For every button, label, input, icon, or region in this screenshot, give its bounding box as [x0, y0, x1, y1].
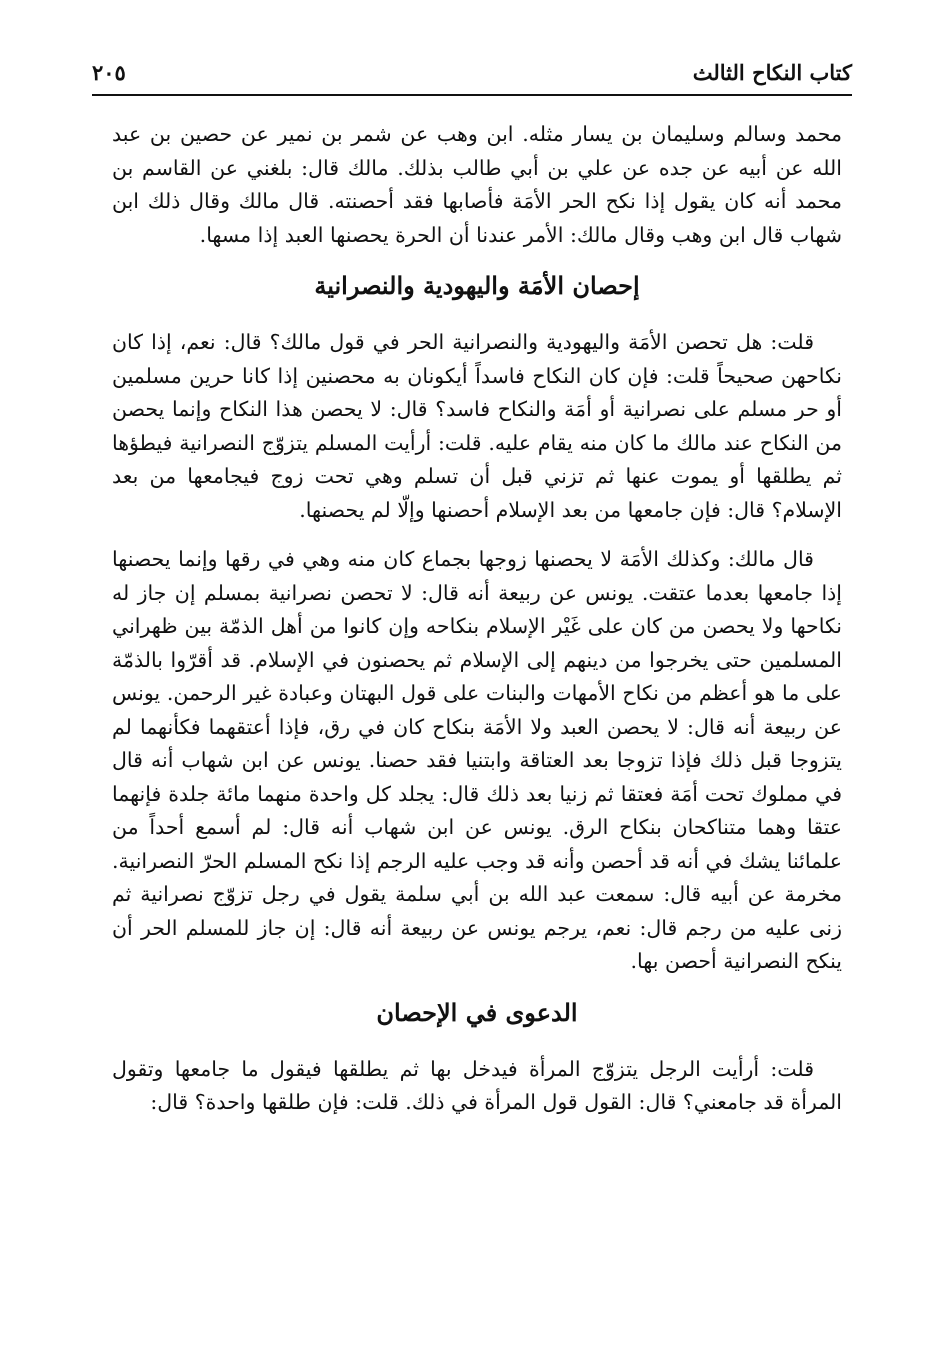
body-text — [112, 118, 842, 1136]
section-heading-dawa-fil-ihsan: الدعوى في الإحصان — [376, 997, 578, 1027]
page-number: ٢٠٥ — [92, 60, 126, 85]
paragraph-4: قلت: أرأيت الرجل يتزوّج المرأة فيدخل بها ثم يطلقها فيقول ما جامعها وتقول المرأة قد جامعني؟ قال: القول قول المرأة في ذلك. قلت: فإن طلقها واحدة؟ قال: — [112, 1056, 842, 1114]
section-heading-ihsan-al-ama: إحصان الأمَة واليهودية والنصرانية — [314, 271, 640, 300]
paragraph-2: قلت: هل تحصن الأمَة واليهودية والنصرانية الحر في قول مالك؟ قال: نعم، إذا كان نكاحهن صحيحاً قلت: فإن كان النكاح فاسداً أيكونان به محصنين إذا كانا حرين مسلمين أو حر مسلم على نصرانية أو أمَة والنكاح فاسد؟ قال: لا يحصن هذا النكاح وإنما يحصن من النكاح عند مالك ما كان منه يقام عليه. قلت: أرأيت المسلم يتزوّج النصرانية فيطؤها ثم يطلقها أو يموت عنها ثم تزني قبل أن تسلم وهي تحت زوج فيجامعها من بعد الإسلام؟ قال: فإن جامعها من بعد الإسلام أحصنها وإلّا لم يحصنها. — [112, 330, 842, 522]
running-header — [92, 58, 852, 96]
paragraph-3: قال مالك: وكذلك الأمَة لا يحصنها زوجها بجماع كان منه وهي في رقها وإنما يحصنها إذا جامعها بعدما عتقت. يونس عن ربيعة أنه قال: لا تحصن نصرانية بمسلم إن جاز له نكاحها ولا يحصن من كان على غَيْر الإسلام بنكاحه وإن كانوا من أهل الذمّة بين ظهراني المسلمين حتى يخرجوا من دينهم إلى الإسلام ثم يحصنون في الإسلام. قد أقرّوا بالذمّة على ما هو أعظم من نكاح الأمهات والبنات على قول البهتان وعبادة غير الرحمن. يونس عن ربيعة أنه قال: لا يحصن العبد ولا الأمَة بنكاح كان في رق، فإذا أعتقهما فكأنهما لم يتزوجا قبل ذلك فإذا تزوجا بعد العتاقة وابتنيا فقد حصنا. يونس عن ابن شهاب أنه قال في مملوك تحت أمَة فعتقا ثم زنيا بعد ذلك قال: يجلد كل واحدة منهما مائة جلدة فإنهما عتقا وهما متناكحان بنكاح الرق. يونس عن ابن شهاب أنه قال: لم أسمع أحداً من علمائنا يشك في أنه قد أحصن وأنه قد وجب عليه الرجم إذا نكح المسلم الحرّ النصرانية. مخرمة عن أبيه قال: سمعت عبد الله بن أبي سلمة يقول في رجل تزوّج نصرانية ثم زنى عليه من رجم قال: نعم، يرجم يونس عن ربيعة أنه قال: إن جاز للمسلم الحر أن ينكح النصرانية أحصن بها. — [112, 547, 842, 973]
running-title: كتاب النكاح الثالث — [692, 60, 852, 85]
paragraph-1: محمد وسالم وسليمان بن يسار مثله. ابن وهب عن شمر بن نمير عن حصين بن عبد الله عن أبيه عن جده عن علي بن أبي طالب بذلك. مالك قال: بلغني عن القاسم بن محمد أنه كان يقول إذا نكح الحر الأمَة فأصابها فقد أحصنته. قال مالك وقال ذلك ابن شهاب قال ابن وهب وقال مالك: الأمر عندنا أن الحرة يحصنها العبد إذا مسها. — [112, 122, 842, 247]
